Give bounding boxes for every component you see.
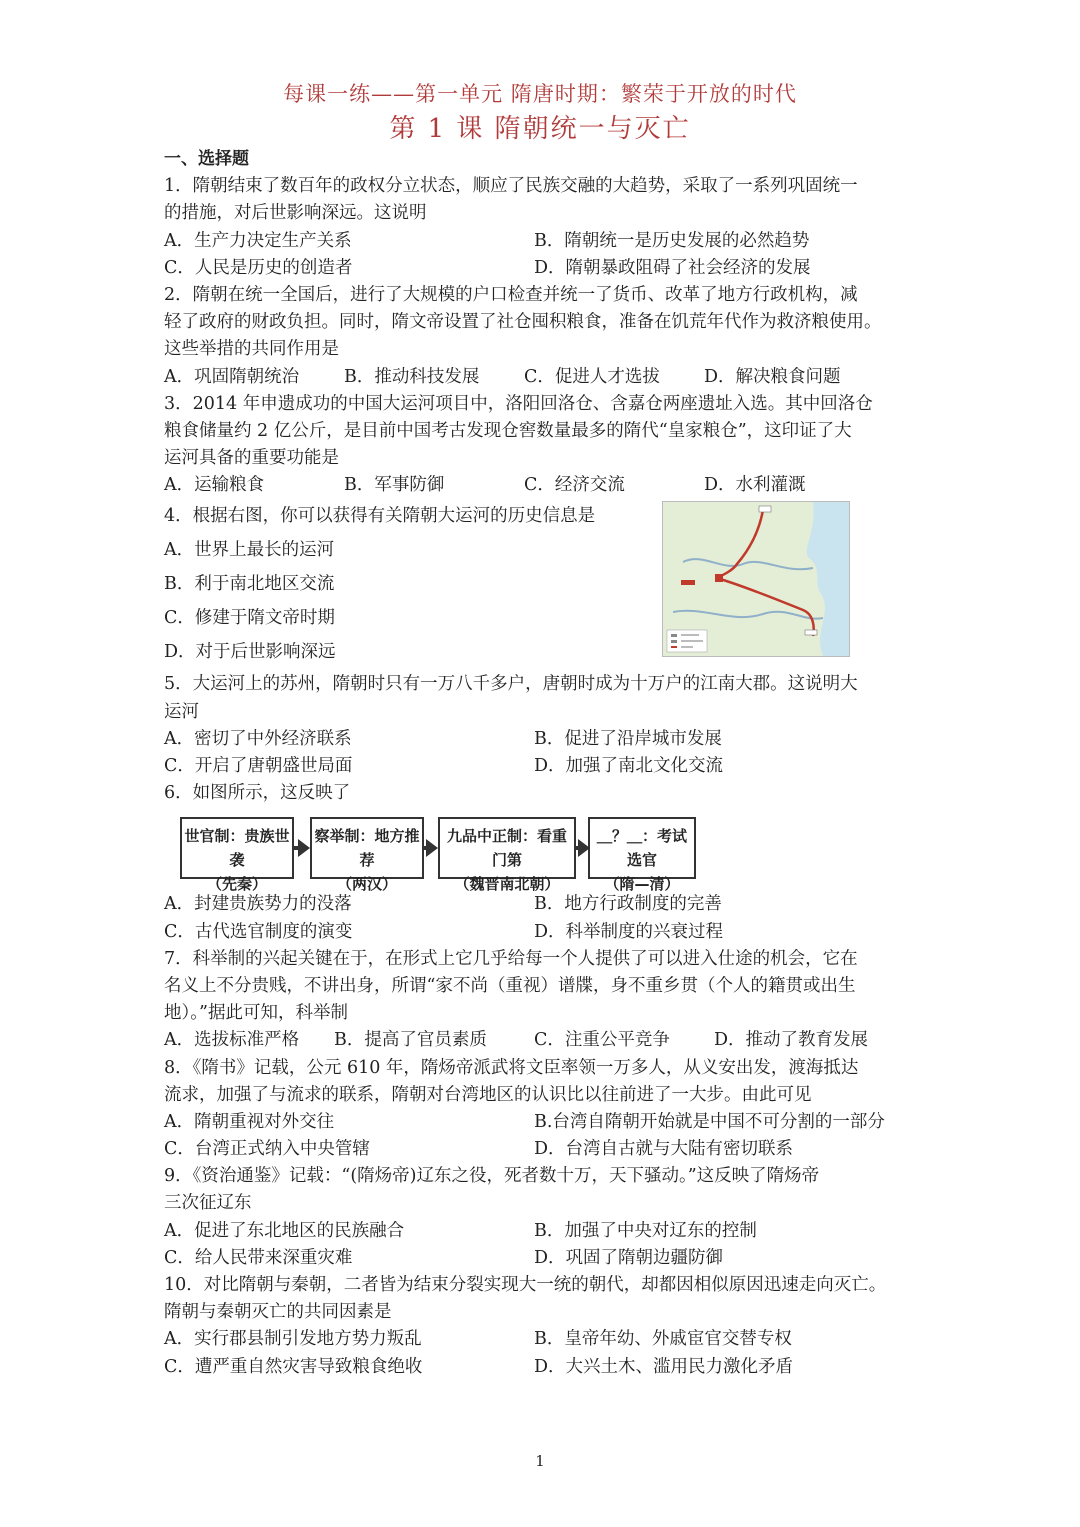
q2-stem-line1: 2．隋朝在统一全国后，进行了大规模的户口检查并统一了货币、改革了地方行政机构，减 [164, 284, 858, 305]
q1-option-c: C．人民是历史的创造者 [164, 257, 353, 278]
q5-option-d: D．加强了南北文化交流 [534, 756, 724, 776]
q9-option-b: B．加强了中央对辽东的控制 [534, 1220, 757, 1241]
q4-option-a: A．世界上最长的运河 [164, 540, 335, 561]
flow-arrow-1 [298, 839, 310, 857]
q9-option-a: A．促进了东北地区的民族融合 [164, 1220, 405, 1241]
canal-map-figure [663, 502, 849, 656]
q2-options [164, 364, 920, 391]
flow-box-4-bottom: （隋—清） [604, 875, 680, 894]
q8-stem-line2: 流求，加强了与流求的联系，隋朝对台湾地区的认识比以往前进了一大步。由此可见 [164, 1084, 812, 1105]
q6-option-c: C．古代选官制度的演变 [164, 921, 353, 942]
changan-marker [681, 580, 695, 585]
q2-stem-line3: 这些举措的共同作用是 [164, 339, 339, 360]
q9-options-row1 [164, 1218, 920, 1245]
q1-stem-line2: 的措施，对后世影响深远。这说明 [164, 203, 427, 224]
q9-option-c: C．给人民带来深重灾难 [164, 1247, 353, 1268]
q9-stem-line2: 三次征辽东 [164, 1193, 252, 1214]
q2-stem-line2: 轻了政府的财政负担。同时，隋文帝设置了社仓囤积粮食，准备在饥荒年代作为救济粮使用。 [164, 312, 882, 333]
flow-box-4 [588, 817, 696, 894]
lesson-title: 第 1 课 隋朝统一与灭亡 [389, 114, 691, 144]
q1-options-row1 [164, 228, 920, 255]
q2-option-a: A．巩固隋朝统治 [164, 366, 300, 387]
q8-options-row1 [164, 1109, 920, 1136]
q3-option-d: D．水利灌溉 [704, 475, 806, 496]
q3-option-c: C．经济交流 [524, 475, 625, 496]
q2-option-b: B．推动科技发展 [344, 366, 480, 387]
q9-options-row2 [164, 1245, 920, 1272]
q1-option-b: B．隋朝统一是历史发展的必然趋势 [534, 230, 810, 251]
q8-option-c: C．台湾正式纳入中央管辖 [164, 1139, 370, 1160]
q3-option-b: B．军事防御 [344, 475, 445, 496]
q6-option-a: A．封建贵族势力的没落 [164, 894, 352, 915]
unit-title: 每课一练——第一单元 隋唐时期：繁荣于开放的时代 [283, 82, 797, 106]
luoyang-marker [715, 574, 723, 582]
q5-options-row2 [164, 753, 920, 780]
q5-option-b: B．促进了沿岸城市发展 [534, 728, 722, 749]
flow-box-2 [310, 817, 424, 894]
flow-box-1 [180, 817, 294, 894]
q4-option-d: D．对于后世影响深远 [164, 642, 336, 663]
q3-option-a: A．运输粮食 [164, 475, 265, 496]
q1-option-d: D．隋朝暴政阻碍了社会经济的发展 [534, 257, 811, 278]
official-selection-flowchart [164, 807, 920, 894]
q7-option-c: C．注重公平竞争 [534, 1030, 670, 1051]
q1-options-row2 [164, 255, 920, 282]
q6-option-d: D．科举制度的兴衰过程 [534, 921, 724, 942]
q6-options-row2 [164, 919, 920, 946]
q5-options-row1 [164, 726, 920, 753]
q1-option-a: A．生产力决定生产关系 [164, 230, 352, 251]
q7-option-a: A．选拔标准严格 [164, 1030, 300, 1051]
q9-stem-line1: 9．《资治通鉴》记载：“(隋炀帝)辽东之役，死者数十万，天下骚动。”这反映了隋炀帝 [164, 1166, 820, 1187]
q8-option-b: B.台湾自隋朝开始就是中国不可分割的一部分 [534, 1111, 885, 1132]
flow-arrow-2 [426, 839, 438, 857]
q9-option-d: D．巩固了隋朝边疆防御 [534, 1247, 724, 1268]
q5-stem-line1: 5．大运河上的苏州，隋朝时只有一万八千多户，唐朝时成为十万户的江南大郡。这说明大 [164, 674, 858, 695]
q10-stem-line2: 隋朝与秦朝灭亡的共同因素是 [164, 1302, 392, 1323]
q1-stem-line1: 1．隋朝结束了数百年的政权分立状态，顺应了民族交融的大趋势，采取了一系列巩固统一 [164, 176, 858, 197]
q6-stem: 6．如图所示，这反映了 [164, 783, 351, 804]
q8-options-row2 [164, 1136, 920, 1163]
q10-option-c: C．遭严重自然灾害导致粮食绝收 [164, 1356, 423, 1377]
q6-option-b: B．地方行政制度的完善 [534, 894, 722, 915]
q4-block [164, 499, 920, 671]
q8-option-d: D．台湾自古就与大陆有密切联系 [534, 1139, 794, 1160]
section-heading: 一、选择题 [164, 149, 249, 169]
q10-options-row2 [164, 1354, 920, 1381]
zhuojun-marker [759, 506, 771, 512]
q7-options [164, 1027, 920, 1054]
q4-stem: 4．根据右图，你可以获得有关隋朝大运河的历史信息是 [164, 506, 596, 527]
q8-stem-line1: 8．《隋书》记载，公元 610 年，隋炀帝派武将文臣率领一万多人，从义安出发，渡海抵达 [164, 1057, 859, 1078]
q10-stem-line1: 10．对比隋朝与秦朝，二者皆为结束分裂实现大一统的朝代，却都因相似原因迅速走向灭亡。 [164, 1275, 887, 1295]
q3-stem-line1: 3．2014 年申遗成功的中国大运河项目中，洛阳回洛仓、含嘉仓两座遗址入选。其中回洛仓 [164, 393, 873, 414]
q2-option-d: D．解决粮食问题 [704, 366, 841, 387]
flow-box-2-bottom: （两汉） [336, 875, 397, 894]
flow-box-4-top: ＿？＿：考试选官 [596, 827, 687, 870]
q3-stem-line3: 运河具备的重要功能是 [164, 448, 339, 469]
flow-box-3-top: 九品中正制：看重门第 [446, 827, 567, 870]
flow-box-1-bottom: （先秦） [206, 875, 267, 894]
q10-option-b: B．皇帝年幼、外戚宦官交替专权 [534, 1329, 792, 1350]
flow-box-3-bottom: （魏晋南北朝） [454, 875, 560, 894]
q7-stem-line2: 名义上不分贵贱，不讲出身，所谓“家不尚（重视）谱牒，身不重乡贯（个人的籍贯或出生 [164, 975, 856, 996]
q7-stem-line3: 地）。”据此可知，科举制 [164, 1003, 348, 1024]
q8-option-a: A．隋朝重视对外交往 [164, 1111, 335, 1132]
q3-options [164, 472, 920, 499]
q7-stem-line1: 7．科举制的兴起关键在于，在形式上它几乎给每一个人提供了可以进入仕途的机会，它在 [164, 948, 858, 969]
q3-stem-line2: 粮食储量约 2 亿公斤，是目前中国考古发现仓窖数量最多的隋代“皇家粮仓”，这印证了大 [164, 420, 852, 441]
flow-box-3 [438, 817, 576, 894]
yuhang-marker [805, 630, 817, 635]
page-number: 1 [535, 1452, 545, 1470]
question-list [164, 146, 920, 1381]
q5-option-a: A．密切了中外经济联系 [164, 728, 352, 749]
q10-options-row1 [164, 1326, 920, 1353]
flow-box-2-top: 察举制：地方推荐 [314, 827, 420, 870]
q10-option-a: A．实行郡县制引发地方势力叛乱 [164, 1329, 422, 1350]
q10-option-d: D．大兴土木、滥用民力激化矛盾 [534, 1356, 794, 1377]
q4-option-b: B．利于南北地区交流 [164, 574, 335, 595]
q5-stem-line2: 运河 [164, 701, 199, 722]
q4-option-c: C．修建于隋文帝时期 [164, 608, 335, 629]
q7-option-b: B．提高了官员素质 [334, 1030, 487, 1051]
q2-option-c: C．促进人才选拔 [524, 366, 660, 387]
q7-option-d: D．推动了教育发展 [714, 1030, 869, 1051]
q5-option-c: C．开启了唐朝盛世局面 [164, 756, 353, 776]
grand-canal-map [662, 501, 850, 657]
flow-box-1-top: 世官制：贵族世袭 [184, 827, 290, 870]
